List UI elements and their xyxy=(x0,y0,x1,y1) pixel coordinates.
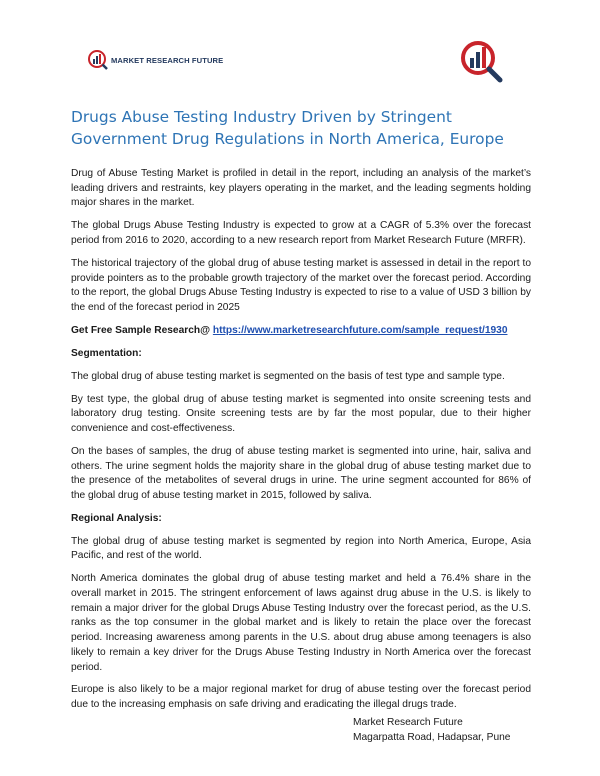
segmentation-paragraph-2: By test type, the global drug of abuse testing market is segmented into onsite screening tests and laboratory drug testing. Onsite screening tests are by far the most popular, due to their higher convenience and cost-effectiveness. xyxy=(71,393,531,434)
segmentation-paragraph-3: On the bases of samples, the drug of abuse testing market is segmented into urine, hair, saliva and others. The urine segment holds the majority share in the global drug of abuse testing market due to the presence of the metabolites of several drugs in urine. The urine segment accounted for 86% of the global drug of abuse testing market in 2015, followed by saliva. xyxy=(71,445,531,501)
footer-company: Market Research Future xyxy=(353,717,463,728)
brand-name: MARKET RESEARCH FUTURE xyxy=(111,55,224,65)
intro-paragraph-1: Drug of Abuse Testing Market is profiled in detail in the report, including an analysis of the market’s leading drivers and restraints, key players operating in the market, and the leading segments holding major shares in the market. xyxy=(71,168,531,209)
company-address xyxy=(353,716,510,745)
regional-paragraph-1: The global drug of abuse testing market is segmented by region into North America, Europe, Asia Pacific, and rest of the world. xyxy=(71,535,531,562)
brand-emblem xyxy=(458,38,504,89)
segmentation-heading: Segmentation: xyxy=(71,347,142,359)
intro-paragraph-2: The global Drugs Abuse Testing Industry is expected to grow at a CAGR of 5.3% over the forecast period from 2016 to 2020, according to a new research report from Market Research Future (MRFR). xyxy=(71,220,531,246)
sample-request xyxy=(71,324,531,339)
article-title: Drugs Abuse Testing Industry Driven by Stringent Government Drug Regulations in North America, Europe xyxy=(71,108,504,148)
regional-heading: Regional Analysis: xyxy=(71,512,162,524)
sample-request-label: Get Free Sample Research@ xyxy=(71,324,213,336)
regional-paragraph-2: North America dominates the global drug of abuse testing market and held a 76.4% share in the overall market in 2015. The stringent enforcement of laws against drug abuse in the U.S. is likely to remain a major driver for the global Drugs Abuse Testing Industry over the forecast period, as the U.S. ranks as the top consumer in the global market and is likely to retain the place over the forecast period. Increasing awareness among parents in the U.S. about drug abuse among teenagers is also likely to remain a key driver for the Drugs Abuse Testing Industry in North America over the forecast period. xyxy=(71,573,531,673)
footer-address: Magarpatta Road, Hadapsar, Pune xyxy=(353,731,511,743)
segmentation-paragraph-1: The global drug of abuse testing market is segmented on the basis of test type and sample type. xyxy=(71,370,505,382)
magnifier-chart-icon xyxy=(458,38,504,84)
intro-paragraph-3: The historical trajectory of the global drug of abuse testing market is assessed in detail in the report to provide pointers as to the probable growth trajectory of the market over the forecast period. According to the report, the global Drugs Abuse Testing Industry is expected to rise to a value of USD 3 billion by the end of the forecast period in 2025 xyxy=(71,257,531,313)
brand-logo xyxy=(88,50,223,70)
article-body xyxy=(71,167,531,721)
regional-paragraph-3: Europe is also likely to be a major regional market for drug of abuse testing over the forecast period due to the increasing emphasis on safe driving and eradicating the illegal drugs trade. xyxy=(71,684,531,711)
sample-request-link[interactable]: https://www.marketresearchfuture.com/sample_request/1930 xyxy=(212,324,508,336)
brand-logo-icon xyxy=(88,50,108,70)
